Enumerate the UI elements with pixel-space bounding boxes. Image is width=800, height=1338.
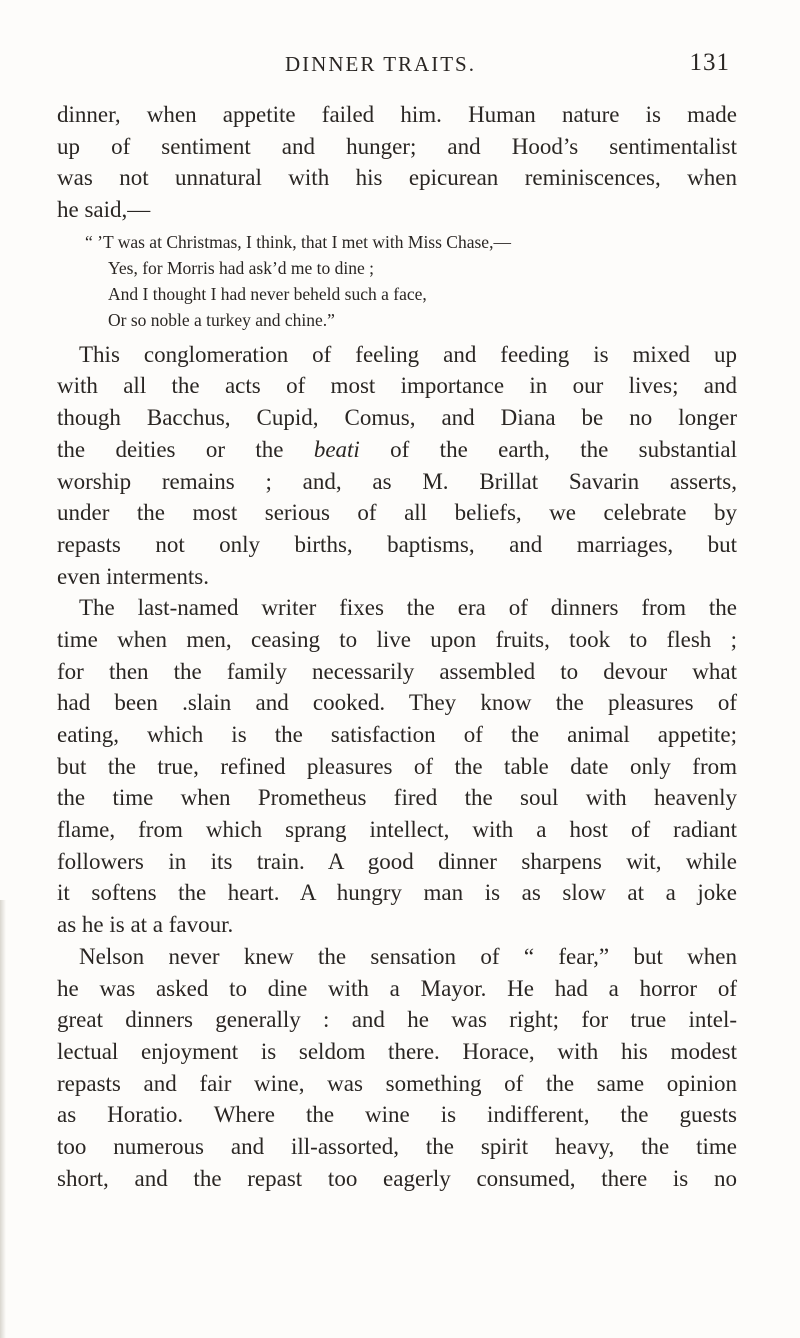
body-text [57,99,737,1194]
text-line: time when men, ceasing to live upon fruits, took to flesh ; [57,626,737,652]
text-line: was not unnatural with his epicurean reminiscences, when [57,165,737,191]
text-line: as Horatio. Where the wine is indifferent, the guests [57,1102,737,1128]
paragraph [57,592,737,941]
text-line: worship remains ; and, as M. Brillat Savarin asserts, [57,468,737,494]
text-line: had been .slain and cooked. They know the pleasures of [57,690,737,716]
verse-line: And I thought I had never beheld such a face, [108,283,427,304]
verse-quotation [57,229,737,333]
text-line: he was asked to dine with a Mayor. He had a horror of [57,975,737,1001]
text-line: lectual enjoyment is seldom there. Horace, with his modest [57,1038,737,1064]
text-line: This conglomeration of feeling and feeding is mixed up [79,341,737,367]
text-line: repasts not only births, baptisms, and marriages, but [57,531,737,557]
text-line: too numerous and ill-assorted, the spirit heavy, the time [57,1133,737,1159]
verse-line: “ ’T was at Christmas, I think, that I met with Miss Chase,— [85,231,511,252]
paragraph [57,941,737,1195]
text-line: eating, which is the satisfaction of the animal appetite; [57,722,737,747]
text-line: short, and the repast too eagerly consumed, there is no [57,1165,737,1191]
italic-word: beati [313,436,360,462]
text-line: repasts and fair wine, was something of the same opinion [57,1070,737,1096]
paragraph [57,339,737,593]
page-number: 131 [689,49,730,76]
text-line: up of sentiment and hunger; and Hood’s sentimentalist [57,133,737,159]
text-line: for then the family necessarily assembled to devour what [57,658,737,684]
text-line: flame, from which sprang intellect, with a host of radiant [57,817,737,843]
running-title: DINNER TRAITS. [285,52,476,76]
text-line: but the true, refined pleasures of the table date only from [57,753,737,779]
text-line: the time when Prometheus fired the soul with heavenly [57,785,737,811]
running-head [0,49,800,82]
verse-line: Or so noble a turkey and chine.” [108,309,335,330]
text-line: under the most serious of all beliefs, we celebrate by [57,500,737,526]
text-fragment: of the earth, the substantial [390,436,738,462]
text-line [57,434,737,466]
text-line: dinner, when appetite failed him. Human nature is made [57,102,737,127]
text-line: it softens the heart. A hungry man is as slow at a joke [57,880,737,906]
paragraph-continued [57,99,737,226]
text-line: followers in its train. A good dinner sharpens wit, while [57,848,737,874]
page-edge-shadow [0,900,6,1338]
text-line: great dinners generally : and he was right; for true intel- [57,1007,737,1033]
verse-line: Yes, for Morris had ask’d me to dine ; [108,257,375,278]
text-line: with all the acts of most importance in our lives; and [57,373,737,399]
text-line: though Bacchus, Cupid, Comus, and Diana be no longer [57,405,737,431]
text-line: Nelson never knew the sensation of “ fear,” but when [79,943,737,969]
text-line: even interments. [57,563,210,589]
text-line: The last-named writer fixes the era of dinners from the [79,595,737,621]
text-line: as he is at a favour. [57,912,234,938]
text-fragment: the deities or the [57,436,284,462]
text-line: he said,— [57,197,151,223]
